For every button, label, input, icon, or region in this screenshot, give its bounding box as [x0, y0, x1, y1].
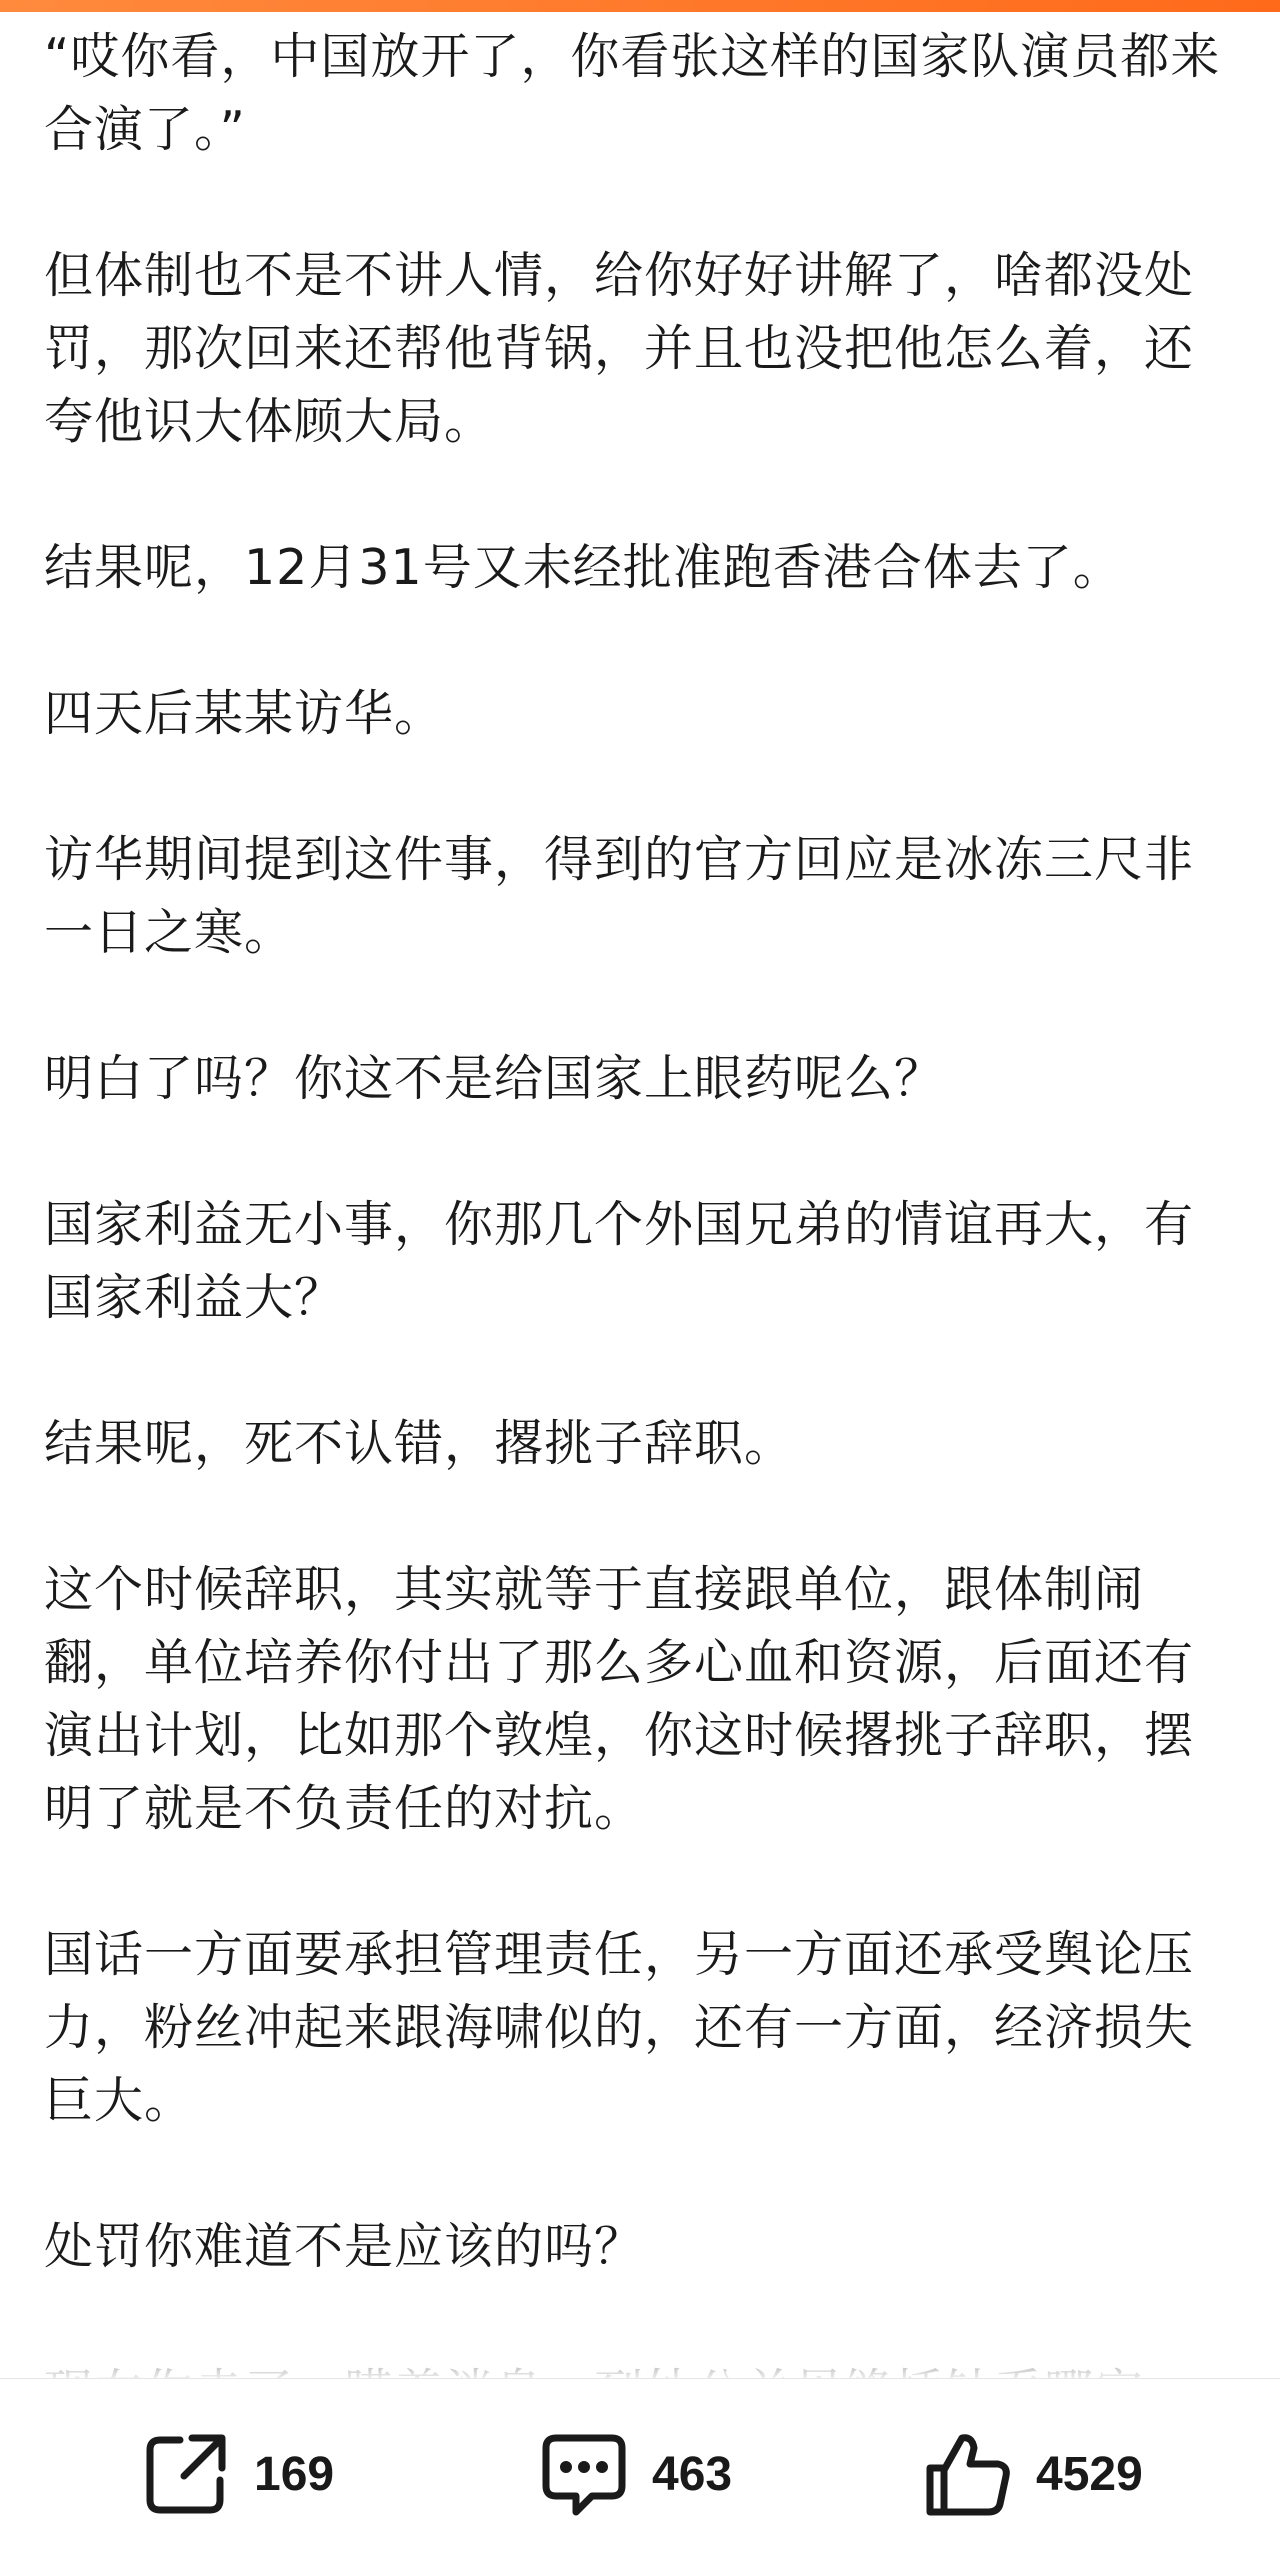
article-paragraph: 结果呢，死不认错，撂挑子辞职。 — [44, 1415, 795, 1472]
article-paragraph: 四天后某某访华。 — [44, 685, 445, 742]
article-paragraph: 但体制也不是不讲人情，给你好好讲解了，啥都没处罚，那次回来还帮他背锅，并且也没把他怎么着，还夸他识大体顾大局。 — [44, 247, 1195, 450]
article-paragraph: “哎你看，中国放开了，你看张这样的国家队演员都来合演了。” — [44, 28, 1221, 158]
article-paragraph: 国话一方面要承担管理责任，另一方面还承受舆论压力，粉丝冲起来跟海啸似的，还有一方面，经济损失巨大。 — [44, 1926, 1195, 2129]
article-paragraph: 处罚你难道不是应该的吗？ — [44, 2218, 645, 2275]
like-count: 4529 — [1036, 2447, 1143, 2501]
article-paragraph: 访华期间提到这件事，得到的官方回应是冰冻三尺非一日之寒。 — [44, 831, 1195, 961]
article-body — [44, 20, 1240, 2502]
comment-icon — [538, 2428, 630, 2520]
share-button[interactable] — [140, 2379, 334, 2569]
article-paragraph: 这个时候辞职，其实就等于直接跟单位，跟体制闹翻，单位培养你付出了那么多心血和资源，后面还有演出计划，比如那个敦煌，你这时候撂挑子辞职，摆明了就是不负责任的对抗。 — [44, 1561, 1195, 1837]
article-paragraph: 明白了吗？你这不是给国家上眼药呢么？ — [44, 1050, 945, 1107]
article-paragraph: 国家利益无小事，你那几个外国兄弟的情谊再大，有国家利益大？ — [44, 1196, 1195, 1326]
comment-button[interactable] — [538, 2379, 732, 2569]
bottom-action-bar — [0, 2378, 1280, 2569]
comment-count: 463 — [652, 2447, 733, 2501]
share-count: 169 — [254, 2447, 335, 2501]
share-icon — [140, 2428, 232, 2520]
thumbs-up-icon — [922, 2428, 1014, 2520]
top-accent-bar — [0, 0, 1280, 12]
like-button[interactable] — [922, 2379, 1143, 2569]
article-paragraph: 结果呢，12月31号又未经批准跑香港合体去了。 — [44, 539, 1123, 596]
